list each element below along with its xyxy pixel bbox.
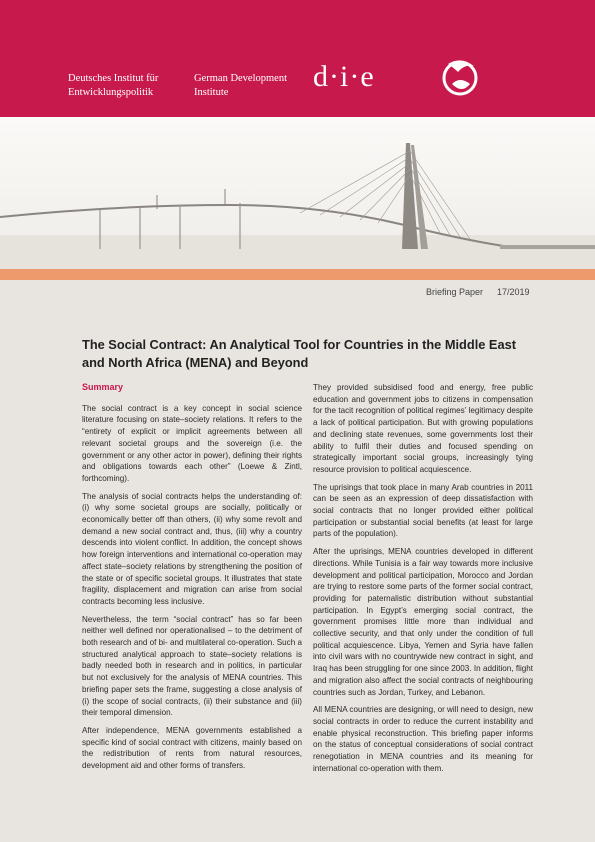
summary-paragraph: They provided subsidised food and energy, free public education and government jobs to citizens in compensation for the tacit recognition of political regimes’ legitimacy despite a lack of political participation. But with growing populations and declining state revenues, some governments lost their ability to fulfil their duties and focused spending on strategically important social groups, increasingly tying resource provision to political acquiescence. [313, 383, 533, 474]
accent-strip [0, 269, 595, 280]
institute-name-german [68, 72, 158, 100]
die-emblem-icon [440, 54, 480, 98]
summary-paragraph: Nevertheless, the term “social contract” has so far been neither well defined nor operationalised – to the detriment of both research and of bi- and multilateral co-operation. Such a structured analytical approach to state–society relations is badly needed both in research and in politics, in particular but not exclusively for the analysis of MENA countries. This briefing paper sets the frame, suggesting a close analysis of (i) the scope of social contracts, (ii) their substance and (iii) their temporal dimension. [82, 614, 302, 718]
issue-number: 17/2019 [497, 287, 530, 297]
summary-paragraph: After the uprisings, MENA countries developed in different directions. While Tunisia is a fair way towards more inclusive development and political participation, Morocco and Jordan are trying to restore some parts of the former social contract, providing for paternalistic distribution without substantial participation. In Egypt’s emerging social contract, the government promises little more than individual and collective security, and that only under the condition of full political acquiescence. Libya, Yemen and Syria have fallen into civil wars with no countrywide new contract in sight, and Iraq has been struggling for one since 2003. In addition, flight and migration also affect the social contracts of neighbouring countries such as Jordan, Turkey, and Lebanon. [313, 547, 533, 697]
summary-paragraph: After independence, MENA governments established a specific kind of social contract with citizens, mainly based on the redistribution of rents from natural resources, development aid and other forms of transfers. [82, 725, 302, 771]
summary-paragraph: The social contract is a key concept in social science literature focusing on state–society relations. It refers to the “entirety of explicit or implicit agreements between all relevant societal groups and the sovereign (i.e. the government or any other actor in power), defining their rights and obligations towards each other” (Loewe & Zintl, forthcoming). [82, 403, 302, 483]
series-label: Briefing Paper [426, 287, 484, 297]
institute-de-line1: Deutsches Institut für [68, 73, 159, 84]
summary-heading: Summary [82, 382, 124, 392]
summary-column-right [313, 382, 533, 781]
banner-photo [0, 117, 595, 269]
institute-name-english [194, 72, 287, 100]
summary-paragraph: All MENA countries are designing, or will need to design, new social contracts in order to reduce the current instability and enable physical reconstruction. This briefing paper informs on the status of conceptual considerations of social contract renegotiation in MENA countries and its meaning for international co-operation with them. [313, 705, 533, 773]
header-band [0, 0, 595, 117]
summary-column-left [82, 382, 302, 778]
die-logo: d·i·e [313, 60, 375, 93]
cable-stayed-bridge-photo [0, 117, 595, 269]
summary-paragraph: The uprisings that took place in many Arab countries in 2011 can be seen as an expression of deep dissatisfaction with social contracts that no longer provided either political participation or substantial social benefits (at least for large parts of the population). [313, 482, 533, 539]
paper-title: The Social Contract: An Analytical Tool for Countries in the Middle East and North Africa (MENA) and Beyond [82, 337, 516, 370]
institute-en-line2: Institute [194, 87, 229, 98]
institute-en-line1: German Development [194, 73, 288, 84]
institute-de-line2: Entwicklungspolitik [68, 87, 154, 98]
summary-paragraph: The analysis of social contracts helps the understanding of: (i) why some societal groups are socially, politically or economically better off than others, (ii) why some revolt and demand a new social contract and, thus, (iii) why a country descends into violent conflict. In addition, the concept shows how foreign interventions and international co-operation may affect state–society relations by strengthening the position of the state or of specific societal groups. It illustrates that state fragility, displacement and migration can arise from social contracts becoming less inclusive. [82, 491, 302, 606]
